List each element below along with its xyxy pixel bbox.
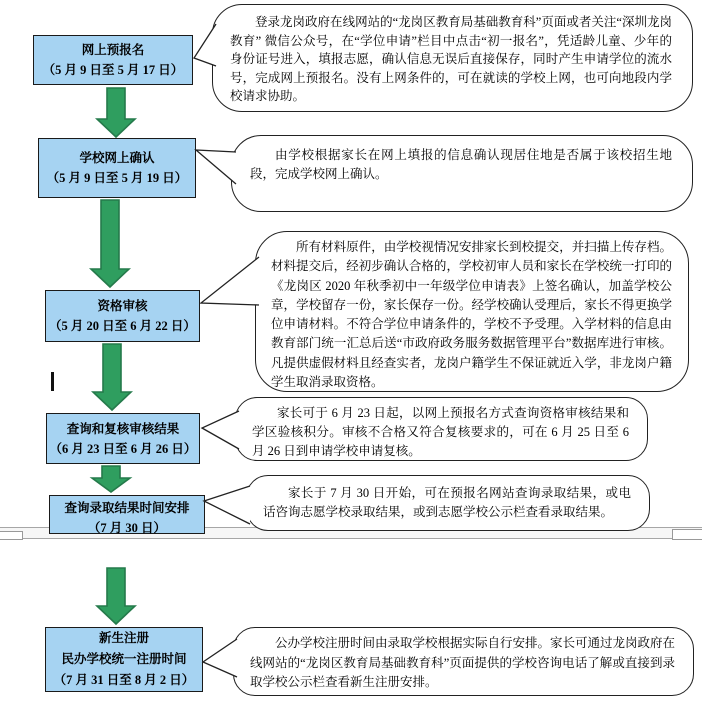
callout-query-admission-result[interactable] bbox=[246, 475, 650, 531]
callout-tail bbox=[202, 411, 239, 449]
callout-school-online-confirm[interactable] bbox=[231, 135, 693, 212]
step-subtitle: 民办学校统一注册时间 bbox=[61, 652, 187, 666]
flow-step-online-preregistration[interactable] bbox=[33, 35, 193, 85]
down-arrow-icon[interactable] bbox=[97, 568, 135, 624]
step-title: 网上预报名 bbox=[81, 43, 145, 57]
callout-text: 公办学校注册时间由录取学校根据实际自行安排。家长可通过龙岗政府在线网站的“龙岗区教育局基础教育科”页面提供的学校咨询电话了解或直接到录取学校公示栏查看新生注册安排。 bbox=[250, 636, 676, 689]
callout-new-student-registration[interactable] bbox=[233, 627, 694, 696]
flow-step-query-review-result[interactable] bbox=[46, 413, 200, 464]
step-title: 资格审核 bbox=[97, 299, 148, 313]
step-title: 新生注册 bbox=[98, 631, 149, 645]
callout-text: 由学校根据家长在网上填报的信息确认现居住地是否属于该校招生地段，完成学校网上确认。 bbox=[250, 148, 672, 181]
page-break-right-cap bbox=[672, 529, 702, 540]
down-arrow-icon[interactable] bbox=[91, 200, 129, 287]
page-break-left-cap bbox=[0, 531, 23, 540]
flow-step-qualification-review[interactable] bbox=[45, 290, 200, 342]
callout-text: 登录龙岗政府在线网站的“龙岗区教育局基础教育科”页面或者关注“深圳龙岗教育” 微信公众号，在“学位申请”栏目中点击“初一报名”，凭适龄儿童、少年的身份证号进入，填报志愿，确认信息无误后直接保存，同时产生申请学位的流水号，完成网上预报名。没有上网条件的，可在就读的学校上网，也可向地段内学校请求协助。 bbox=[230, 15, 672, 104]
callout-online-preregistration[interactable] bbox=[212, 4, 693, 112]
flow-step-new-student-registration[interactable] bbox=[45, 627, 203, 692]
callout-text: 所有材料原件，由学校视情况安排家长到校提交，并扫描上传存档。材料提交后，经初步确认合格的，学校初审人员和家长在学校统一打印的《龙岗区 2020 年秋季初中一年级学位申请表》上签名确认，加盖学校公章，学校留存一份，家长保存一份。经学校确认受理后，家长不得更换学位申请材料。不符合学位申请条件的，学校不予受理。入学材料的信息由教育部门统一汇总后送“市政府政务服务数据管理平台”数据库进行审核。凡提供虚假材料且经查实者，龙岗户籍学生不保证就近入学，非龙岗户籍学生取消录取资格。 bbox=[271, 240, 672, 390]
step-title: 查询和复核审核结果 bbox=[66, 421, 180, 436]
callout-tail bbox=[204, 486, 250, 524]
text-cursor bbox=[51, 372, 54, 391]
callout-text: 家长于 7 月 30 日开始，可在预报名网站查询录取结果，或电话咨询志愿学校录取结果，或到志愿学校公示栏查看录取结果。 bbox=[263, 486, 631, 519]
step-date: （5 月 20 日至 6 月 22 日） bbox=[49, 319, 196, 333]
step-title: 学校网上确认 bbox=[79, 151, 155, 165]
callout-tail bbox=[203, 639, 237, 677]
step-date: （5 月 9 日至 5 月 19 日） bbox=[46, 171, 188, 185]
down-arrow-icon[interactable] bbox=[93, 344, 131, 410]
callout-text: 家长可于 6 月 23 日起，以网上预报名方式查询资格审核结果和学区验核积分。审核不合格又符合复核要求的，可在 6 月 25 日至 6 月 26 日到申请学校申请复核。 bbox=[252, 406, 629, 458]
step-date: （7 月 31 日至 8 月 2 日） bbox=[53, 673, 195, 687]
callout-tail bbox=[196, 150, 236, 184]
step-title: 查询录取结果时间安排 bbox=[64, 501, 190, 515]
step-date: （7 月 30 日） bbox=[87, 521, 167, 535]
flow-step-school-online-confirm[interactable] bbox=[38, 138, 196, 198]
step-date: （6 月 23 日至 6 月 26 日） bbox=[49, 441, 197, 456]
callout-qualification-review[interactable] bbox=[255, 231, 689, 392]
down-arrow-icon[interactable] bbox=[92, 466, 130, 492]
callout-query-review-result[interactable] bbox=[235, 397, 648, 461]
down-arrow-icon[interactable] bbox=[97, 88, 135, 137]
callout-tail bbox=[201, 257, 259, 305]
flow-step-query-admission-result[interactable] bbox=[49, 495, 205, 534]
step-date: （5 月 9 日至 5 月 17 日） bbox=[42, 63, 184, 77]
